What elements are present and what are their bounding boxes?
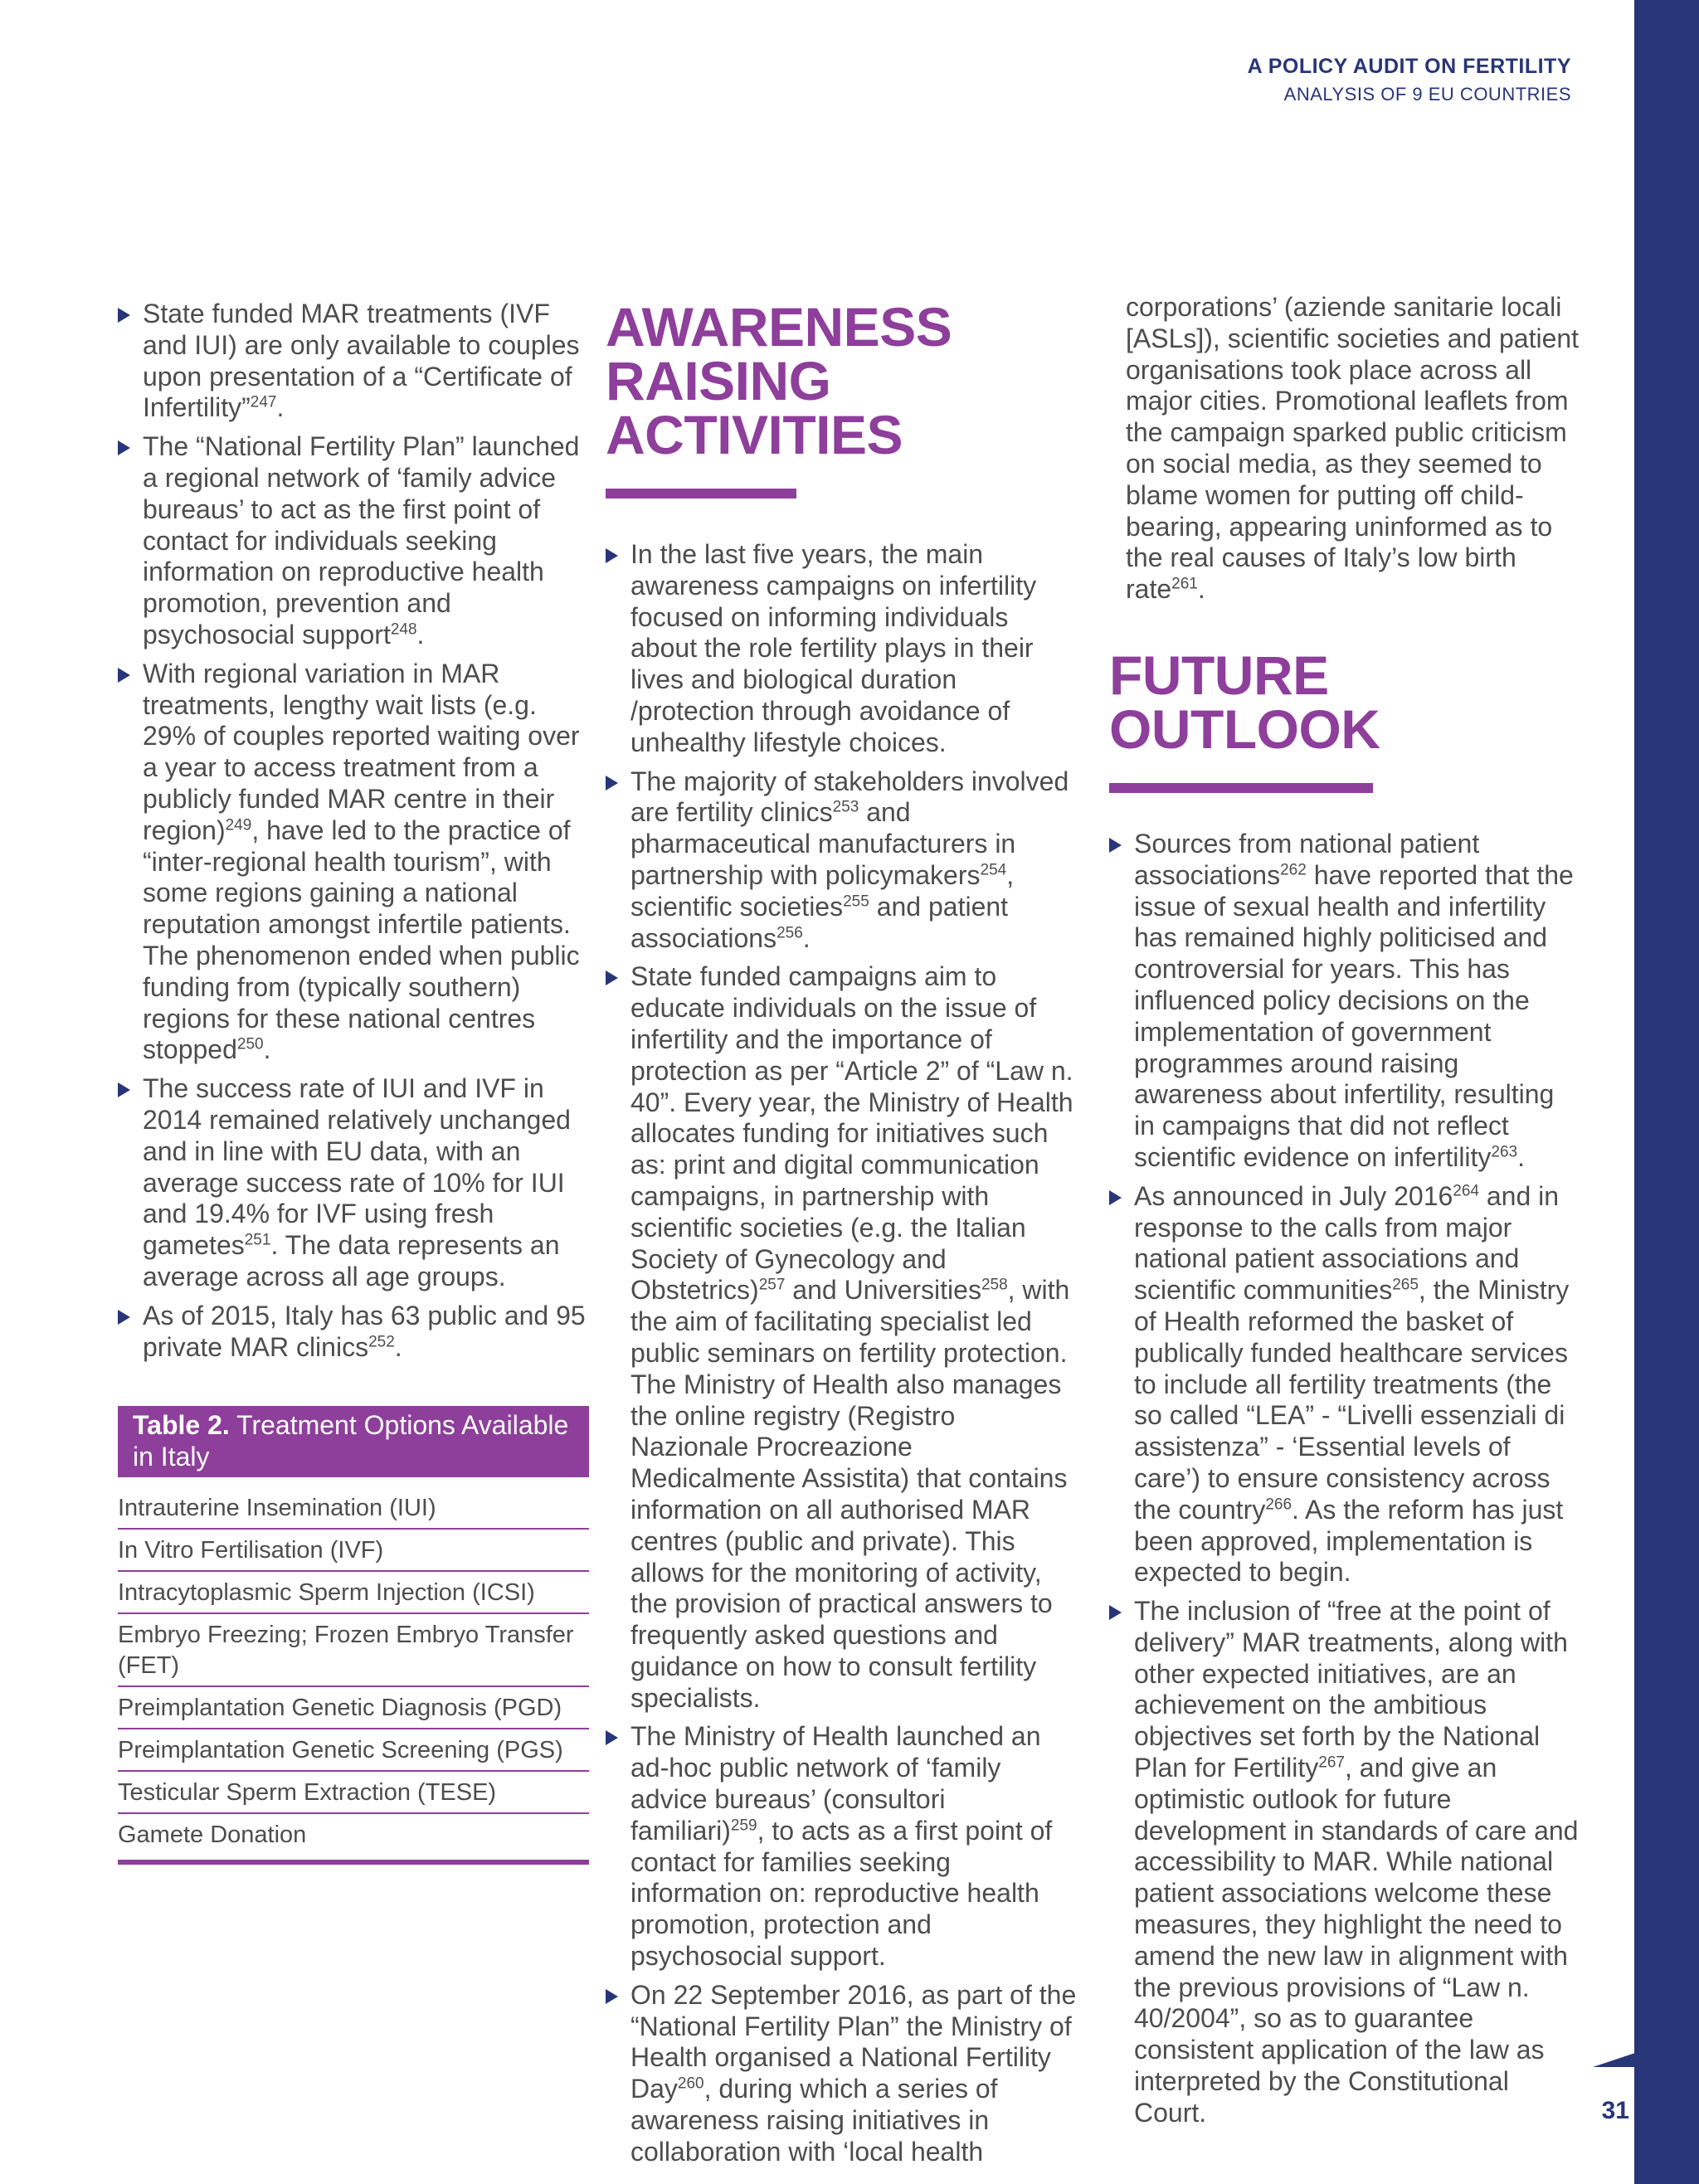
bullet-item: State funded campaigns aim to educate individuals on the issue of infertility and the importance of protection as per “Article 2” of “Law n. 40”. Every year, the Ministry of Health allocates funding for initiatives such as: print and digital communication campaigns, in partnership with scientific societies (e.g. the Italian Society of Gynecology and Obstetrics)$^{257}$ and Universities$^{258}$, with the aim of facilitating specialist led public seminars on fertility protection. The Ministry of Health also manages the online registry (Registro Nazionale Procreazione Medicalmente Assistita) that contains information on all authorised MAR centres (public and private). This allows for the monitoring of activity, the provision of practical answers to frequently asked questions and guidance on how to consult fertility specialists. [606,961,1078,1714]
heading-rule [606,489,796,499]
bullet-item: With regional variation in MAR treatments, lengthy wait lists (e.g. 29% of couples reported waiting over a year to access treatment from a publicly funded MAR centre in their region)$^{249}$, have led to the practice of “inter-regional health tourism”, with some regions gaining a national reputation amongst infertile patients. The phenomenon ended when public funding from (typically southern) regions for these national centres stopped$^{250}$. [118,659,591,1066]
header-title: A POLICY AUDIT ON FERTILITY [1247,55,1571,78]
table-bottom-rule [118,1860,589,1865]
bullet-item: Sources from national patient associations$^{262}$ have reported that the issue of sexual health and infertility has remained highly politicised and controversial for years. This has influenced policy decisions on the implementation of government programmes around raising awareness about infertility, resulting in campaigns that did not reflect scientific evidence on infertility$^{263}$. [1109,829,1582,1174]
table-row: Embryo Freezing; Frozen Embryo Transfer (FET) [118,1614,589,1687]
page-tab-shape [1593,2052,1638,2067]
bullet-list [606,539,1078,2168]
table-row: Preimplantation Genetic Screening (PGS) [118,1729,589,1772]
bullet-item: As announced in July 2016$^{264}$ and in response to the calls from major national patient associations and scientific communities$^{265}$, the Ministry of Health reformed the basket of publically funded healthcare services to include all fertility treatments (the so called “LEA” - “Livelli essenziali di assistenza” - ‘Essential levels of care’) to ensure consistency across the country$^{266}$. As the reform has just been approved, implementation is expected to begin. [1109,1181,1582,1588]
bullet-item: As of 2015, Italy has 63 public and 95 private MAR clinics$^{252}$. [118,1301,591,1364]
table-row: Preimplantation Genetic Diagnosis (PGD) [118,1687,589,1729]
column-left [118,299,591,1865]
section-heading-awareness: AWARENESS RAISING ACTIVITIES [606,300,1078,516]
bullet-item: The “National Fertility Plan” launched a regional network of ‘family advice bureaus’ to act as the first point of contact for individuals seeking information on reproductive health promotion, prevention and psychosocial support$^{248}$. [118,431,591,651]
bullet-list [118,299,591,1363]
bullet-item: The Ministry of Health launched an ad-hoc public network of ‘family advice bureaus’ (consultori familiari)$^{259}$, to acts as a first point of contact for families seeking information on: reproductive health promotion, protection and psychosocial support. [606,1721,1078,1972]
table-row: Testicular Sperm Extraction (TESE) [118,1772,589,1814]
running-header [1248,55,1571,105]
heading-rule [1109,783,1373,793]
page-edge-bar [1634,0,1699,2184]
column-middle [606,296,1078,2176]
continuation-paragraph: corporations’ (aziende sanitarie locali [ASLs]), scientific societies and patient organisations took place across all major cities. Promotional leaflets from the campaign sparked public criticism on social media, as they seemed to blame women for putting off child-bearing, appearing uninformed as to the real causes of Italy’s low birth rate$^{261}$. [1126,292,1580,605]
bullet-item: The success rate of IUI and IVF in 2014 remained relatively unchanged and in line with EU data, with an average success rate of 10% for IUI and 19.4% for IVF using fresh gametes$^{251}$. The data represents an average across all age groups. [118,1073,591,1293]
table-row: Intrauterine Insemination (IUI) [118,1487,589,1530]
header-subtitle: ANALYSIS OF 9 EU COUNTRIES [1283,84,1571,105]
bullet-item: The inclusion of “free at the point of delivery” MAR treatments, along with other expected initiatives, are an achievement on the ambitious objectives set forth by the National Plan for Fertility$^{267}$, and give an optimistic outlook for future development in standards of care and accessibility to MAR. While national patient associations welcome these measures, they highlight the need to amend the new law in alignment with the previous provisions of “Law n. 40/2004”, so as to guarantee consistent application of the law as interpreted by the Constitutional Court. [1109,1596,1582,2129]
table-rows [118,1487,589,1855]
bullet-item: In the last five years, the main awareness campaigns on infertility focused on informing individuals about the role fertility plays in their lives and biological duration /protection through avoidance of unhealthy lifestyle choices. [606,539,1078,759]
table-row: In Vitro Fertilisation (IVF) [118,1530,589,1572]
bullet-item: On 22 September 2016, as part of the “National Fertility Plan” the Ministry of Health organised a National Fertility Day$^{260}$, during which a series of awareness raising initiatives in collaboration with ‘local health [606,1980,1078,2168]
bullet-item: The majority of stakeholders involved are fertility clinics$^{253}$ and pharmaceutical manufacturers in partnership with policymakers$^{254}$, scientific societies$^{255}$ and patient associations$^{256}$. [606,766,1078,955]
table-caption: Table 2. Treatment Options Available in Italy [118,1406,589,1477]
bullet-list [1109,829,1582,2129]
page-number: 31 [1601,2097,1629,2124]
treatment-table [118,1406,589,1865]
section-heading-future: FUTURE OUTLOOK [1109,649,1582,810]
column-right [1109,292,1582,2137]
bullet-item: State funded MAR treatments (IVF and IUI) are only available to couples upon presentation of a “Certificate of Infertility”$^{247}$. [118,299,591,424]
table-row: Intracytoplasmic Sperm Injection (ICSI) [118,1572,589,1614]
table-row: Gamete Donation [118,1822,307,1849]
